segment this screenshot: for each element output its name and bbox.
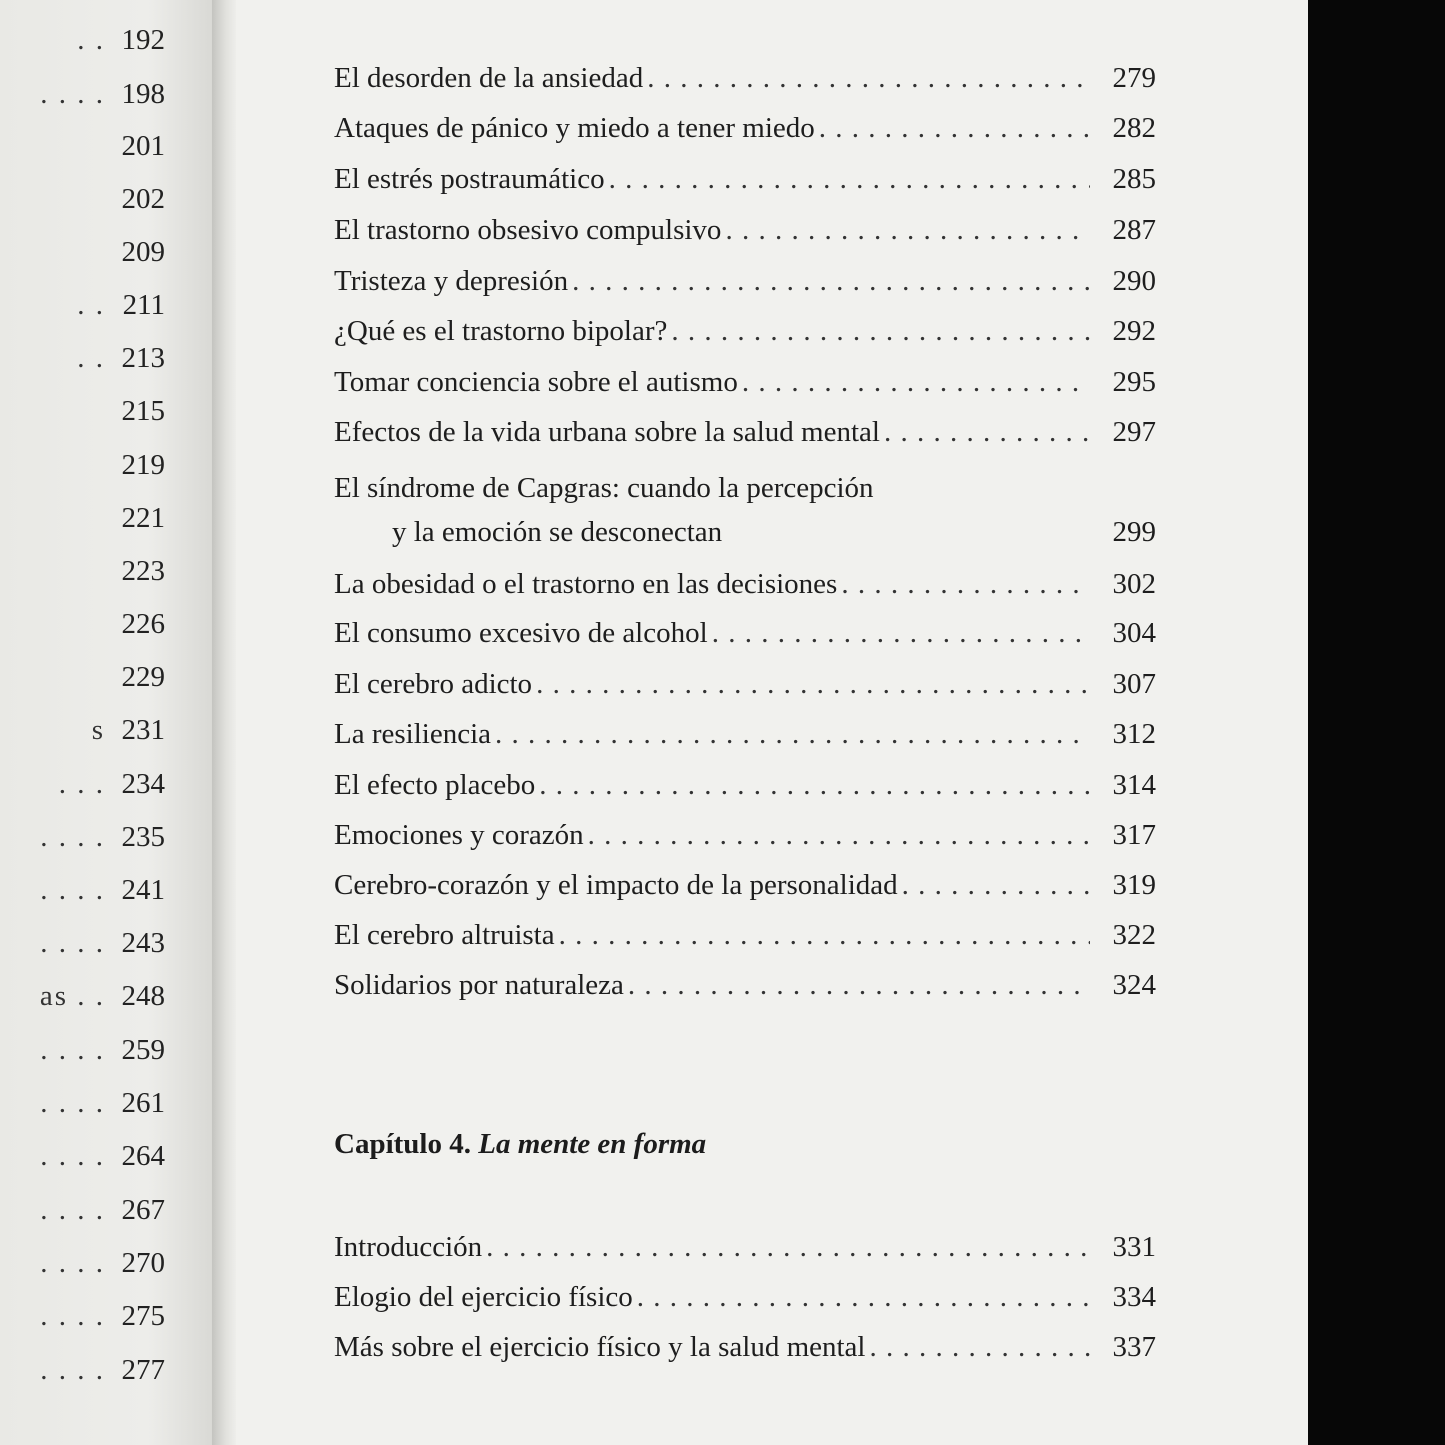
left-toc-row xyxy=(0,768,165,808)
left-toc-row xyxy=(0,130,165,170)
left-toc-row xyxy=(0,980,165,1020)
toc-entry xyxy=(334,718,1156,760)
dot-leader xyxy=(902,869,1090,902)
dot-leader xyxy=(539,769,1090,802)
left-toc-row xyxy=(0,1354,165,1394)
toc-entry xyxy=(334,869,1156,911)
left-toc-fragment: . . . . xyxy=(40,1194,105,1226)
left-toc-page-number: 235 xyxy=(121,821,165,853)
toc-entry-page-number: 297 xyxy=(1112,416,1156,448)
toc-entry-title: Ataques de pánico y miedo a tener miedo xyxy=(334,112,815,144)
toc-entry xyxy=(334,969,1156,1011)
dot-leader xyxy=(647,62,1090,95)
toc-entry-page-number: 307 xyxy=(1112,668,1156,700)
left-toc-fragment: . . . . xyxy=(40,1140,105,1172)
toc-entry xyxy=(334,62,1156,104)
left-toc-row xyxy=(0,1140,165,1180)
left-toc-page-number: 270 xyxy=(121,1247,165,1279)
toc-entry-title: El desorden de la ansiedad xyxy=(334,62,644,94)
toc-entry-page-number: 285 xyxy=(1112,163,1156,195)
dot-leader xyxy=(628,969,1090,1002)
left-toc-row xyxy=(0,395,165,435)
dot-leader xyxy=(725,214,1090,247)
toc-entry-title: Elogio del ejercicio físico xyxy=(334,1281,633,1313)
toc-entry-page-number: 304 xyxy=(1112,617,1156,649)
left-toc-row xyxy=(0,1087,165,1127)
left-toc-page-number: 275 xyxy=(121,1300,165,1332)
left-toc-fragment: . . . . xyxy=(40,1300,105,1332)
left-toc-fragment: . . . . xyxy=(40,874,105,906)
left-toc-page-number: 215 xyxy=(121,395,165,427)
left-toc-page-number: 234 xyxy=(121,768,165,800)
left-toc-row xyxy=(0,555,165,595)
toc-entry-page-number: 312 xyxy=(1112,718,1156,750)
dot-leader xyxy=(609,163,1090,196)
left-toc-row xyxy=(0,24,165,64)
left-toc-row xyxy=(0,1034,165,1074)
toc-entry-title: El estrés postraumático xyxy=(334,163,605,195)
toc-entry-page-number: 295 xyxy=(1112,366,1156,398)
chapter-heading xyxy=(334,1128,706,1161)
left-toc-fragment: . . . . xyxy=(40,1354,105,1386)
left-toc-row xyxy=(0,821,165,861)
left-toc-fragment: as . . xyxy=(39,980,105,1012)
left-toc-page-number: 211 xyxy=(122,289,165,321)
left-toc-page-number: 209 xyxy=(121,236,165,268)
left-page xyxy=(0,0,212,1445)
left-toc-row xyxy=(0,1300,165,1340)
dot-leader xyxy=(559,919,1090,952)
toc-entry-page-number: 302 xyxy=(1112,568,1156,600)
left-toc-page-number: 226 xyxy=(121,608,165,640)
dot-leader xyxy=(884,416,1090,449)
toc-entry-continuation-text: y la emoción se desconectan xyxy=(392,516,723,548)
left-toc-page-number: 241 xyxy=(121,874,165,906)
toc-entry-page-number: 331 xyxy=(1112,1231,1156,1263)
left-toc-fragment: . . . . xyxy=(40,927,105,959)
toc-entry-page-number: 319 xyxy=(1112,869,1156,901)
toc-entry xyxy=(334,617,1156,659)
left-toc-row xyxy=(0,874,165,914)
toc-entry xyxy=(334,315,1156,357)
toc-entry xyxy=(334,366,1156,408)
dot-leader xyxy=(495,718,1090,751)
left-toc-row xyxy=(0,236,165,276)
left-toc-page-number: 223 xyxy=(121,555,165,587)
left-toc-fragment: . . . . xyxy=(40,821,105,853)
toc-entry-title: El cerebro altruista xyxy=(334,919,555,951)
left-toc-page-number: 219 xyxy=(121,449,165,481)
toc-entry-title: Tristeza y depresión xyxy=(334,265,569,297)
left-toc-row xyxy=(0,342,165,382)
right-page xyxy=(236,0,1308,1445)
toc-entry xyxy=(334,919,1156,961)
left-toc-fragment: . . . . xyxy=(40,1034,105,1066)
toc-entry-title: Tomar conciencia sobre el autismo xyxy=(334,366,738,398)
toc-entry-title: El trastorno obsesivo compulsivo xyxy=(334,214,722,246)
dot-leader xyxy=(712,617,1090,650)
left-toc-page-number: 231 xyxy=(121,714,165,746)
left-toc-page-number: 248 xyxy=(121,980,165,1012)
left-toc-page-number: 198 xyxy=(121,78,165,110)
left-toc-fragment: . . . xyxy=(58,768,105,800)
left-toc-page-number: 213 xyxy=(121,342,165,374)
left-toc-page-number: 229 xyxy=(121,661,165,693)
chapter-label: Capítulo 4. xyxy=(334,1128,471,1160)
toc-entry-title: Solidarios por naturaleza xyxy=(334,969,624,1001)
toc-entry-title: La resiliencia xyxy=(334,718,491,750)
left-toc-row xyxy=(0,183,165,223)
toc-entry-title: Cerebro-corazón y el impacto de la personalidad xyxy=(334,869,898,901)
left-toc-page-number: 259 xyxy=(121,1034,165,1066)
left-toc-row xyxy=(0,927,165,967)
dot-leader xyxy=(637,1281,1090,1314)
toc-entry-continuation xyxy=(392,516,1156,558)
background-edge xyxy=(1308,0,1445,1445)
toc-entry-page-number: 287 xyxy=(1112,214,1156,246)
chapter-toc-entry xyxy=(334,1331,1156,1373)
left-toc-page-number: 243 xyxy=(121,927,165,959)
toc-entry xyxy=(334,163,1156,205)
toc-entry-title: La obesidad o el trastorno en las decisiones xyxy=(334,568,838,600)
left-toc-row xyxy=(0,714,165,754)
book-gutter xyxy=(212,0,236,1445)
toc-entry-title: Más sobre el ejercicio físico y la salud mental xyxy=(334,1331,866,1363)
left-toc-fragment: . . xyxy=(77,24,105,56)
toc-entry-title: El síndrome de Capgras: cuando la percepción xyxy=(334,472,874,504)
left-toc-row xyxy=(0,502,165,542)
left-toc-page-number: 221 xyxy=(121,502,165,534)
toc-entry-page-number: 282 xyxy=(1112,112,1156,144)
left-toc-fragment: . . xyxy=(77,289,105,321)
chapter-toc-entry xyxy=(334,1281,1156,1323)
toc-entry-title: El consumo excesivo de alcohol xyxy=(334,617,708,649)
left-toc-page-number: 267 xyxy=(121,1194,165,1226)
dot-leader xyxy=(536,668,1090,701)
left-toc-fragment: . . xyxy=(77,342,105,374)
toc-entry-title: Introducción xyxy=(334,1231,483,1263)
left-toc-row xyxy=(0,289,165,329)
dot-leader xyxy=(870,1331,1091,1364)
left-toc-fragment: s xyxy=(91,714,105,746)
toc-entry xyxy=(334,769,1156,811)
toc-entry-page-number: 314 xyxy=(1112,769,1156,801)
toc-entry-title: Efectos de la vida urbana sobre la salud mental xyxy=(334,416,880,448)
dot-leader xyxy=(742,366,1090,399)
toc-entry xyxy=(334,214,1156,256)
left-toc-row xyxy=(0,1247,165,1287)
toc-entry-page-number: 292 xyxy=(1112,315,1156,347)
toc-entry-page-number: 337 xyxy=(1112,1331,1156,1363)
chapter-title: La mente en forma xyxy=(478,1128,707,1160)
toc-entry-page-number: 317 xyxy=(1112,819,1156,851)
left-toc-page-number: 202 xyxy=(121,183,165,215)
toc-entry xyxy=(334,416,1156,458)
dot-leader xyxy=(671,315,1090,348)
left-toc-page-number: 277 xyxy=(121,1354,165,1386)
toc-entry-page-number: 279 xyxy=(1112,62,1156,94)
left-toc-row xyxy=(0,608,165,648)
toc-entry-title: ¿Qué es el trastorno bipolar? xyxy=(334,315,668,347)
dot-leader xyxy=(819,112,1090,145)
toc-entry xyxy=(334,568,1156,610)
toc-entry-title: Emociones y corazón xyxy=(334,819,584,851)
dot-leader xyxy=(486,1231,1090,1264)
left-toc-page-number: 264 xyxy=(121,1140,165,1172)
toc-entry-title: El efecto placebo xyxy=(334,769,536,801)
dot-leader xyxy=(572,265,1090,298)
toc-entry-title: El cerebro adicto xyxy=(334,668,533,700)
toc-entry-page-number: 334 xyxy=(1112,1281,1156,1313)
left-toc-row xyxy=(0,449,165,489)
toc-entry xyxy=(334,819,1156,861)
left-toc-fragment: . . . . xyxy=(40,78,105,110)
left-toc-page-number: 261 xyxy=(121,1087,165,1119)
toc-entry-page-number: 322 xyxy=(1112,919,1156,951)
left-toc-row xyxy=(0,78,165,118)
toc-entry xyxy=(334,668,1156,710)
left-toc-fragment: . . . . xyxy=(40,1247,105,1279)
left-toc-row xyxy=(0,661,165,701)
left-toc-row xyxy=(0,1194,165,1234)
dot-leader xyxy=(841,568,1090,601)
dot-leader xyxy=(588,819,1090,852)
toc-entry xyxy=(334,112,1156,154)
toc-entry-page-number: 324 xyxy=(1112,969,1156,1001)
chapter-toc-entry xyxy=(334,1231,1156,1273)
left-toc-page-number: 192 xyxy=(121,24,165,56)
toc-entry-page-number: 290 xyxy=(1112,265,1156,297)
left-toc-fragment: . . . . xyxy=(40,1087,105,1119)
left-toc-page-number: 201 xyxy=(121,130,165,162)
toc-entry xyxy=(334,265,1156,307)
toc-entry-page-number: 299 xyxy=(1112,516,1156,548)
toc-entry xyxy=(334,472,1156,514)
